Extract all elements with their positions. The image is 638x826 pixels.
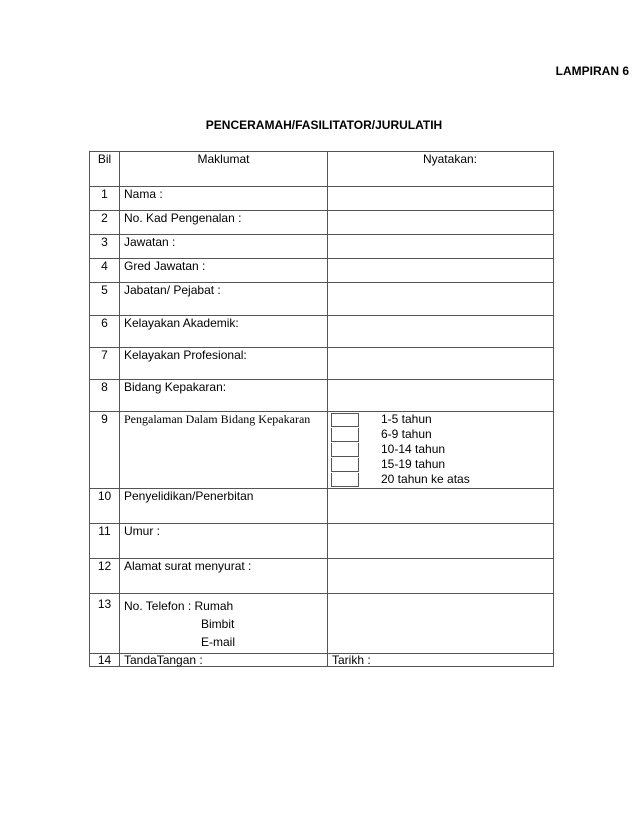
row-number: 7 xyxy=(90,348,120,380)
row-number: 13 xyxy=(90,594,120,654)
table-row xyxy=(90,412,554,489)
option-checkbox[interactable] xyxy=(331,428,359,442)
answer-field[interactable] xyxy=(328,380,554,412)
row-label: Gred Jawatan : xyxy=(120,259,328,283)
answer-field[interactable] xyxy=(328,187,554,211)
row-label: Nama : xyxy=(120,187,328,211)
table-row xyxy=(90,559,554,594)
row-label: No. Kad Pengenalan : xyxy=(120,211,328,235)
table-row xyxy=(90,235,554,259)
table-row xyxy=(90,316,554,348)
table-row xyxy=(90,259,554,283)
date-label: Tarikh : xyxy=(328,654,554,667)
option-checkbox[interactable] xyxy=(331,443,359,457)
header-maklumat: Maklumat xyxy=(120,152,328,187)
answer-field[interactable] xyxy=(328,489,554,524)
experience-options xyxy=(328,412,554,489)
table-row xyxy=(90,211,554,235)
table-row xyxy=(90,380,554,412)
email-label: E-mail xyxy=(201,635,236,649)
form-title: PENCERAMAH/FASILITATOR/JURULATIH xyxy=(205,118,443,132)
row-label: Jawatan : xyxy=(120,235,328,259)
table-row xyxy=(90,594,554,654)
row-number: 6 xyxy=(90,316,120,348)
row-number: 11 xyxy=(90,524,120,559)
option-checkbox[interactable] xyxy=(331,458,359,472)
row-number: 4 xyxy=(90,259,120,283)
row-label: Kelayakan Akademik: xyxy=(120,316,328,348)
option-label: 1-5 tahun xyxy=(381,412,432,426)
header-row xyxy=(90,152,554,187)
answer-field[interactable] xyxy=(328,524,554,559)
row-number: 8 xyxy=(90,380,120,412)
row-label: Bidang Kepakaran: xyxy=(120,380,328,412)
signature-label: TandaTangan : xyxy=(120,654,328,667)
table-row xyxy=(90,524,554,559)
row-number: 12 xyxy=(90,559,120,594)
table-row xyxy=(90,348,554,380)
header-bil: Bil xyxy=(90,152,120,187)
row-label: Penyelidikan/Penerbitan xyxy=(120,489,328,524)
experience-option[interactable] xyxy=(328,472,553,487)
option-label: 20 tahun ke atas xyxy=(381,472,470,486)
experience-option[interactable] xyxy=(328,442,553,457)
row-label: Jabatan/ Pejabat : xyxy=(120,283,328,316)
row-label: Kelayakan Profesional: xyxy=(120,348,328,380)
answer-field[interactable] xyxy=(328,283,554,316)
option-checkbox[interactable] xyxy=(331,473,359,487)
experience-option[interactable] xyxy=(328,427,553,442)
row-number: 3 xyxy=(90,235,120,259)
appendix-label: LAMPIRAN 6 xyxy=(555,64,629,78)
option-label: 10-14 tahun xyxy=(381,442,446,456)
phone-label-cell xyxy=(120,594,328,654)
row-label: Umur : xyxy=(120,524,328,559)
option-label: 15-19 tahun xyxy=(381,457,446,471)
answer-field[interactable] xyxy=(328,348,554,380)
table-row xyxy=(90,654,554,667)
row-number: 14 xyxy=(90,654,120,667)
table-row xyxy=(90,187,554,211)
form-table xyxy=(89,151,554,667)
row-number: 1 xyxy=(90,187,120,211)
mobile-label: Bimbit xyxy=(201,617,235,631)
header-nyatakan: Nyatakan: xyxy=(328,152,554,187)
phone-label: No. Telefon : Rumah xyxy=(124,599,234,613)
row-number: 10 xyxy=(90,489,120,524)
answer-field[interactable] xyxy=(328,211,554,235)
table-row xyxy=(90,283,554,316)
answer-field[interactable] xyxy=(328,259,554,283)
option-label: 6-9 tahun xyxy=(381,427,432,441)
experience-option[interactable] xyxy=(328,457,553,472)
answer-field[interactable] xyxy=(328,594,554,654)
answer-field[interactable] xyxy=(328,235,554,259)
table-row xyxy=(90,489,554,524)
experience-option[interactable] xyxy=(328,412,553,427)
row-number: 2 xyxy=(90,211,120,235)
row-number: 9 xyxy=(90,412,120,489)
answer-field[interactable] xyxy=(328,316,554,348)
answer-field[interactable] xyxy=(328,559,554,594)
row-number: 5 xyxy=(90,283,120,316)
row-label: Alamat surat menyurat : xyxy=(120,559,328,594)
option-checkbox[interactable] xyxy=(331,413,359,427)
row-label: Pengalaman Dalam Bidang Kepakaran xyxy=(120,412,328,489)
